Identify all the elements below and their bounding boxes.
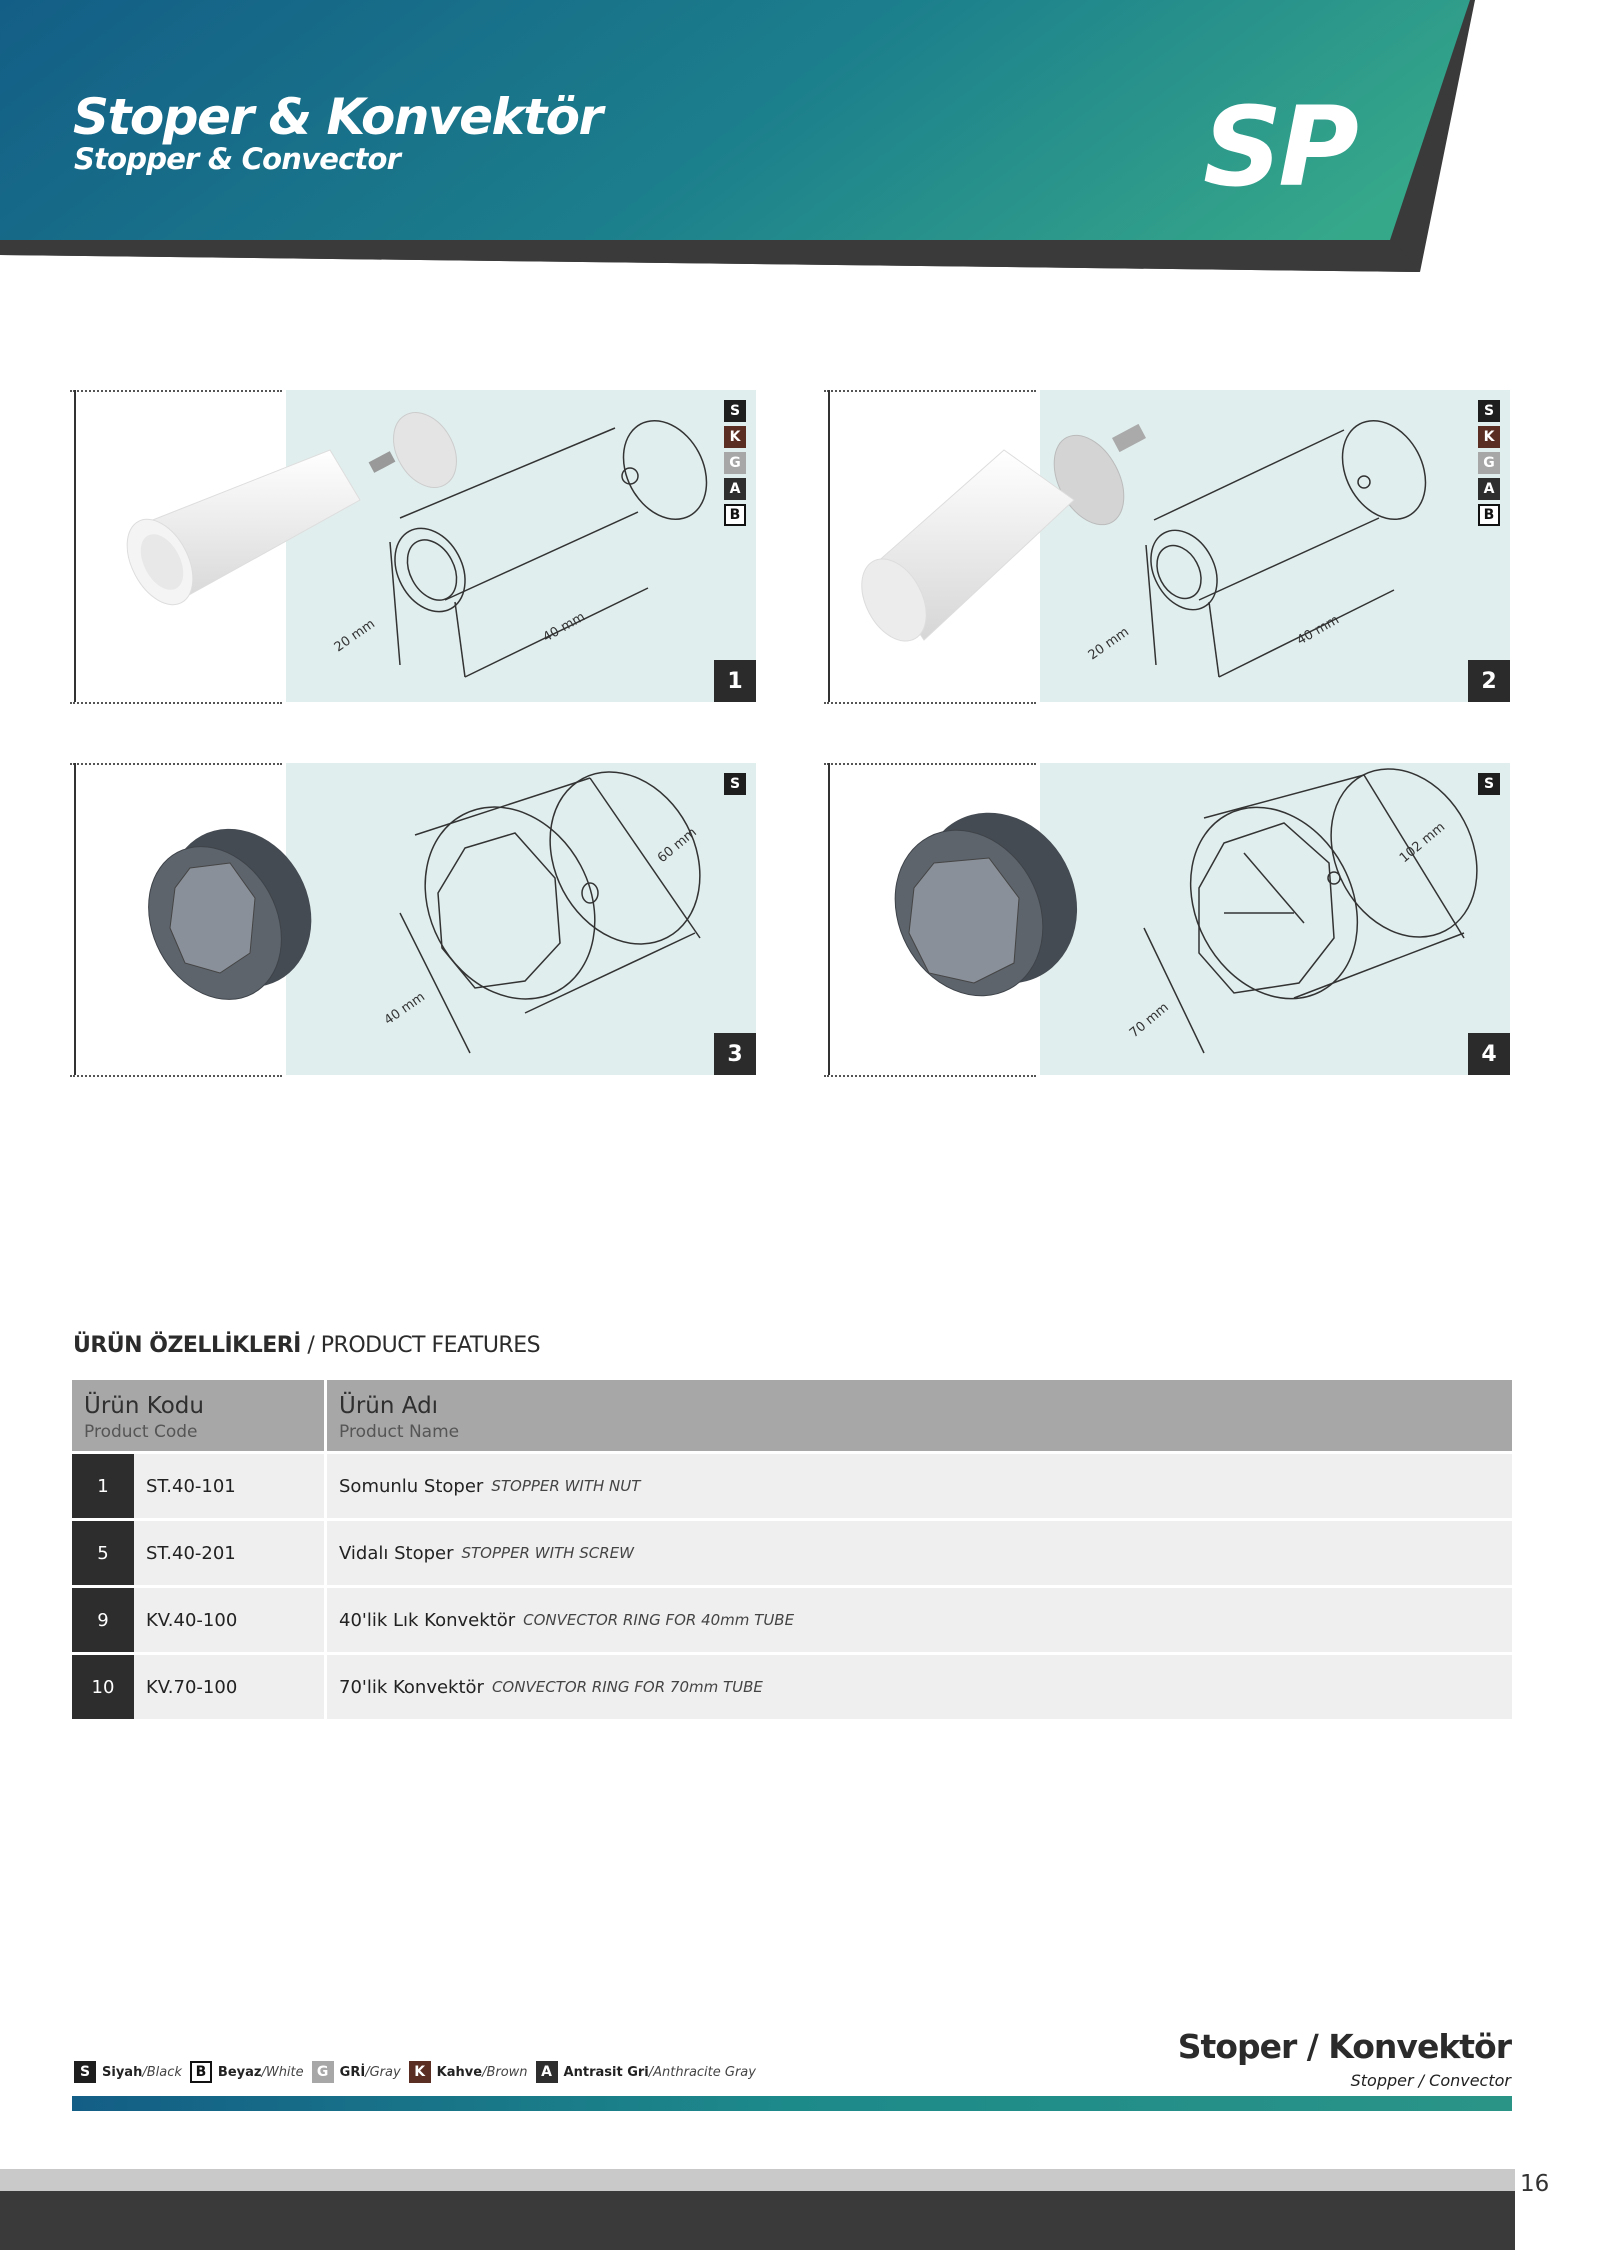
dim-inner: 70 mm [1126, 999, 1172, 1042]
stopper-with-screw-illustration [824, 390, 1510, 702]
color-badges [1478, 400, 1500, 526]
color-badge-gray: G [724, 452, 746, 474]
footer-title: Stoper / Konvektör [1177, 2027, 1511, 2066]
page-subtitle: Stopper & Convector [74, 142, 401, 176]
product-code: ST.40-101 [134, 1454, 324, 1518]
stopper-with-nut-illustration [70, 390, 756, 702]
color-badges [1478, 773, 1500, 795]
table-row [72, 1454, 1512, 1518]
color-badge-black: S [724, 773, 746, 795]
features-title-en: PRODUCT FEATURES [320, 1333, 541, 1358]
convector-ring-40-illustration [70, 763, 756, 1075]
product-number: 3 [714, 1033, 756, 1075]
legend-item-black: S Siyah / Black [74, 2061, 182, 2083]
page-title: Stoper & Konvektör [73, 88, 602, 146]
color-badge-white: B [190, 2061, 212, 2083]
dim-length: 40 mm [540, 609, 588, 646]
product-code: KV.70-100 [134, 1655, 324, 1719]
column-header-code: Ürün Kodu Product Code [72, 1380, 324, 1451]
table-row [72, 1588, 1512, 1652]
dim-inner: 40 mm [381, 989, 428, 1029]
product-code: KV.40-100 [134, 1588, 324, 1652]
dim-outer: 60 mm [654, 824, 700, 867]
color-badge-gray: G [1478, 452, 1500, 474]
color-badge-white: B [724, 504, 746, 526]
row-index: 10 [72, 1655, 134, 1719]
page-header [0, 0, 1599, 280]
color-badge-black: S [1478, 400, 1500, 422]
page-number: 16 [1520, 2171, 1550, 2197]
dim-length: 40 mm [1294, 612, 1342, 649]
column-header-name: Ürün Adı Product Name [327, 1380, 1512, 1451]
dim-diameter: 20 mm [1085, 624, 1132, 664]
color-badge-anthracite: A [1478, 478, 1500, 500]
row-index: 1 [72, 1454, 134, 1518]
product-name: Vidalı Stoper STOPPER WITH SCREW [327, 1521, 1512, 1585]
color-legend [74, 2061, 764, 2083]
legend-item-gray: G GRİ / Gray [312, 2061, 401, 2083]
color-badges [724, 400, 746, 526]
footer-subtitle: Stopper / Convector [1350, 2071, 1511, 2090]
product-number: 1 [714, 660, 756, 702]
table-row [72, 1655, 1512, 1719]
legend-item-white: B Beyaz / White [190, 2061, 304, 2083]
color-badge-anthracite: A [724, 478, 746, 500]
product-number: 2 [1468, 660, 1510, 702]
features-title-tr: ÜRÜN ÖZELLİKLERİ [73, 1333, 301, 1358]
product-panel-4 [824, 763, 1510, 1075]
color-badge-brown: K [409, 2061, 431, 2083]
table-header [72, 1380, 1512, 1451]
product-code: ST.40-201 [134, 1521, 324, 1585]
product-name: Somunlu Stoper STOPPER WITH NUT [327, 1454, 1512, 1518]
table-row [72, 1521, 1512, 1585]
row-index: 9 [72, 1588, 134, 1652]
series-code: SP [1203, 83, 1355, 211]
color-badge-anthracite: A [536, 2061, 558, 2083]
row-index: 5 [72, 1521, 134, 1585]
color-badges [724, 773, 746, 795]
product-number: 4 [1468, 1033, 1510, 1075]
footer-dark-band [0, 2191, 1515, 2250]
color-badge-gray: G [312, 2061, 334, 2083]
color-badge-brown: K [1478, 426, 1500, 448]
legend-item-brown: K Kahve / Brown [409, 2061, 528, 2083]
dim-diameter: 20 mm [331, 616, 378, 656]
legend-item-anthracite: A Antrasit Gri / Anthracite Gray [536, 2061, 756, 2083]
color-badge-black: S [724, 400, 746, 422]
product-panel-3 [70, 763, 756, 1075]
color-badge-black: S [1478, 773, 1500, 795]
product-panel-2 [824, 390, 1510, 702]
product-name: 40'lik Lık Konvektör CONVECTOR RING FOR 40mm TUBE [327, 1588, 1512, 1652]
convector-ring-70-illustration [824, 763, 1510, 1075]
dim-outer: 102 mm [1396, 819, 1449, 867]
features-title [73, 1333, 540, 1358]
color-badge-brown: K [724, 426, 746, 448]
color-badge-black: S [74, 2061, 96, 2083]
product-features-table [72, 1380, 1512, 1719]
color-badge-white: B [1478, 504, 1500, 526]
product-name: 70'lik Konvektör CONVECTOR RING FOR 70mm TUBE [327, 1655, 1512, 1719]
features-title-sep: / [300, 1333, 321, 1358]
footer-gradient-bar [72, 2096, 1512, 2111]
footer-light-band [0, 2169, 1515, 2191]
product-panel-1 [70, 390, 756, 702]
